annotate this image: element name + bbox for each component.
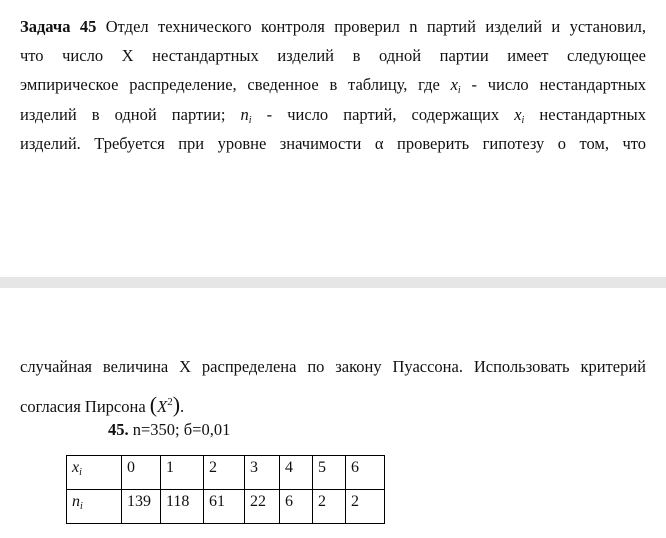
table-cell: 61 <box>204 490 245 524</box>
task-parameters <box>108 420 230 440</box>
distribution-table <box>66 455 385 524</box>
page-break <box>0 277 666 288</box>
table-cell: 2 <box>313 490 346 524</box>
x-i-symbol: $x_i$ <box>514 105 525 126</box>
text-fragment: нестандартных <box>539 105 646 124</box>
task-number: 45. <box>108 420 129 439</box>
table-cell: 0 <box>122 456 161 490</box>
table-cell: 139 <box>122 490 161 524</box>
page-bottom <box>0 288 666 538</box>
text-fragment: случайная величина Х распределена по закону Пуассона. Использовать критерий <box>20 357 646 376</box>
text-fragment: проверить гипотезу о том, что <box>397 134 646 153</box>
row-label-x: $x_i$ <box>67 456 122 490</box>
text-fragment: изделий. Требуется при уровне значимости <box>20 134 362 153</box>
n-i-symbol: $n_i$ <box>240 105 252 126</box>
text-line-3 <box>20 75 646 101</box>
text-fragment: Отдел технического контроля проверил n партий изделий и установил, <box>105 17 647 36</box>
text-line-5 <box>20 134 646 154</box>
text-fragment: согласия Пирсона <box>20 397 146 416</box>
task-values: n=350; б=0,01 <box>132 420 231 439</box>
text-fragment: что число Х нестандартных изделий в одной партии имеет следующее <box>20 46 646 65</box>
table-cell: 2 <box>204 456 245 490</box>
table-cell: 118 <box>161 490 204 524</box>
text-fragment: эмпирическое распределение, сведенное в таблицу, где <box>20 75 440 94</box>
table-cell: 5 <box>313 456 346 490</box>
row-label-n: $n_i$ <box>67 490 122 524</box>
table-cell: 22 <box>245 490 280 524</box>
table-cell: 1 <box>161 456 204 490</box>
text-line-7: согласия Пирсона $(X^2)$. <box>20 392 185 417</box>
text-line-2 <box>20 46 646 66</box>
table-row-n <box>67 490 385 524</box>
text-line-4 <box>20 105 646 131</box>
table-cell: 3 <box>245 456 280 490</box>
text-fragment: - число партий, содержащих <box>266 105 500 124</box>
chi-square-symbol: $(X^2)$ <box>149 392 181 417</box>
table-cell: 6 <box>280 490 313 524</box>
table-cell: 4 <box>280 456 313 490</box>
x-i-symbol: $x_i$ <box>450 75 461 96</box>
alpha-symbol: α <box>374 134 384 153</box>
table-cell: 6 <box>346 456 385 490</box>
problem-number: Задача 45 <box>20 17 97 36</box>
text-fragment: изделий в одной партии; <box>20 105 226 124</box>
table-cell: 2 <box>346 490 385 524</box>
table-row-x <box>67 456 385 490</box>
text-line-1 <box>20 17 646 37</box>
text-fragment: - число нестандартных <box>471 75 647 94</box>
text-line-6 <box>20 357 646 377</box>
